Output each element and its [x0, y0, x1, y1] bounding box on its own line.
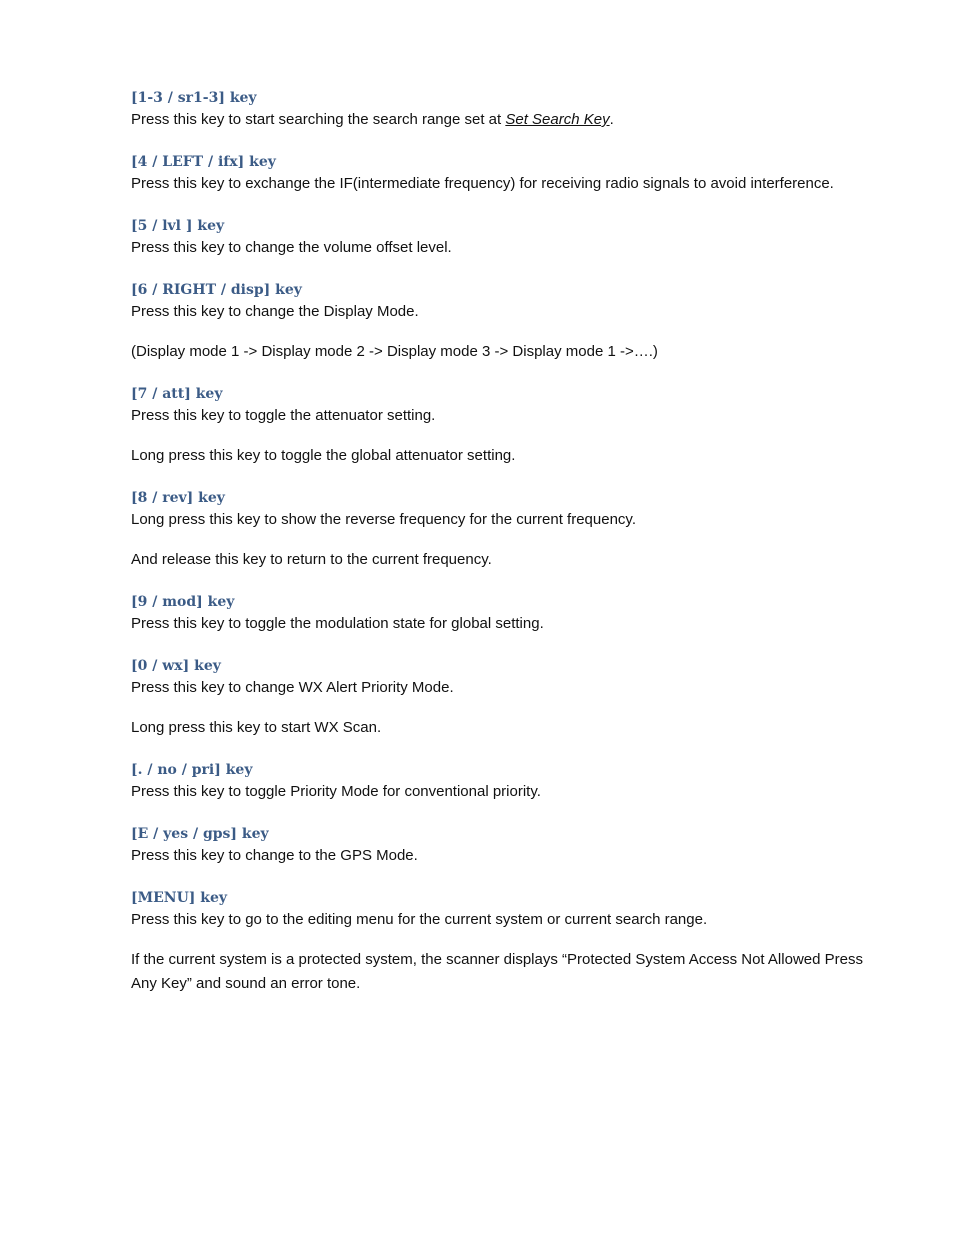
- description-paragraph: Long press this key to start WX Scan.: [131, 719, 382, 736]
- description-paragraph: Press this key to exchange the IF(intermediate frequency) for receiving radio signals to avoid interference.: [131, 175, 834, 192]
- description-paragraph: Press this key to toggle Priority Mode for conventional priority.: [131, 783, 541, 800]
- description-paragraph: (Display mode 1 -> Display mode 2 -> Display mode 3 -> Display mode 1 ->….): [131, 343, 658, 360]
- description-paragraph: Press this key to change the Display Mode.: [131, 303, 419, 320]
- key-heading: [1-3 / sr1-3] key: [131, 90, 257, 106]
- paragraph-text: Press this key to start searching the search range set at: [131, 111, 506, 128]
- key-heading: [9 / mod] key: [131, 594, 235, 610]
- key-heading: [MENU] key: [131, 890, 228, 906]
- description-paragraph: Press this key to change to the GPS Mode.: [131, 847, 418, 864]
- key-section: [131, 824, 891, 868]
- description-paragraph: [131, 108, 891, 132]
- key-heading: [0 / wx] key: [131, 658, 221, 674]
- key-heading: [4 / LEFT / ifx] key: [131, 154, 276, 170]
- description-paragraph: Long press this key to toggle the global attenuator setting.: [131, 447, 516, 464]
- key-heading: [. / no / pri] key: [131, 762, 253, 778]
- key-section: [131, 384, 891, 468]
- description-paragraph: And release this key to return to the current frequency.: [131, 551, 492, 568]
- key-section: [131, 760, 891, 804]
- document-page: [131, 88, 891, 1016]
- description-paragraph: Press this key to change WX Alert Priority Mode.: [131, 679, 454, 696]
- key-section: [131, 280, 891, 364]
- description-paragraph: Press this key to go to the editing menu for the current system or current search range.: [131, 911, 708, 928]
- key-section: [131, 656, 891, 740]
- description-paragraph: Press this key to change the volume offset level.: [131, 239, 452, 256]
- description-paragraph: Press this key to toggle the modulation state for global setting.: [131, 615, 544, 632]
- key-section: [131, 888, 891, 996]
- key-heading: [6 / RIGHT / disp] key: [131, 282, 302, 298]
- key-section: [131, 216, 891, 260]
- set-search-key-reference[interactable]: Set Search Key: [505, 111, 610, 128]
- key-heading: [7 / att] key: [131, 386, 223, 402]
- description-paragraph: If the current system is a protected system, the scanner displays “Protected System Access Not Allowed Press Any Key” and sound an error tone.: [131, 951, 863, 992]
- key-heading: [E / yes / gps] key: [131, 826, 269, 842]
- key-heading: [5 / lvl ] key: [131, 218, 225, 234]
- description-paragraph: Long press this key to show the reverse frequency for the current frequency.: [131, 511, 636, 528]
- key-section: [131, 488, 891, 572]
- key-section: [131, 152, 891, 196]
- paragraph-text: .: [609, 111, 614, 128]
- key-section: [131, 88, 891, 132]
- key-heading: [8 / rev] key: [131, 490, 225, 506]
- description-paragraph: Press this key to toggle the attenuator setting.: [131, 407, 436, 424]
- key-section: [131, 592, 891, 636]
